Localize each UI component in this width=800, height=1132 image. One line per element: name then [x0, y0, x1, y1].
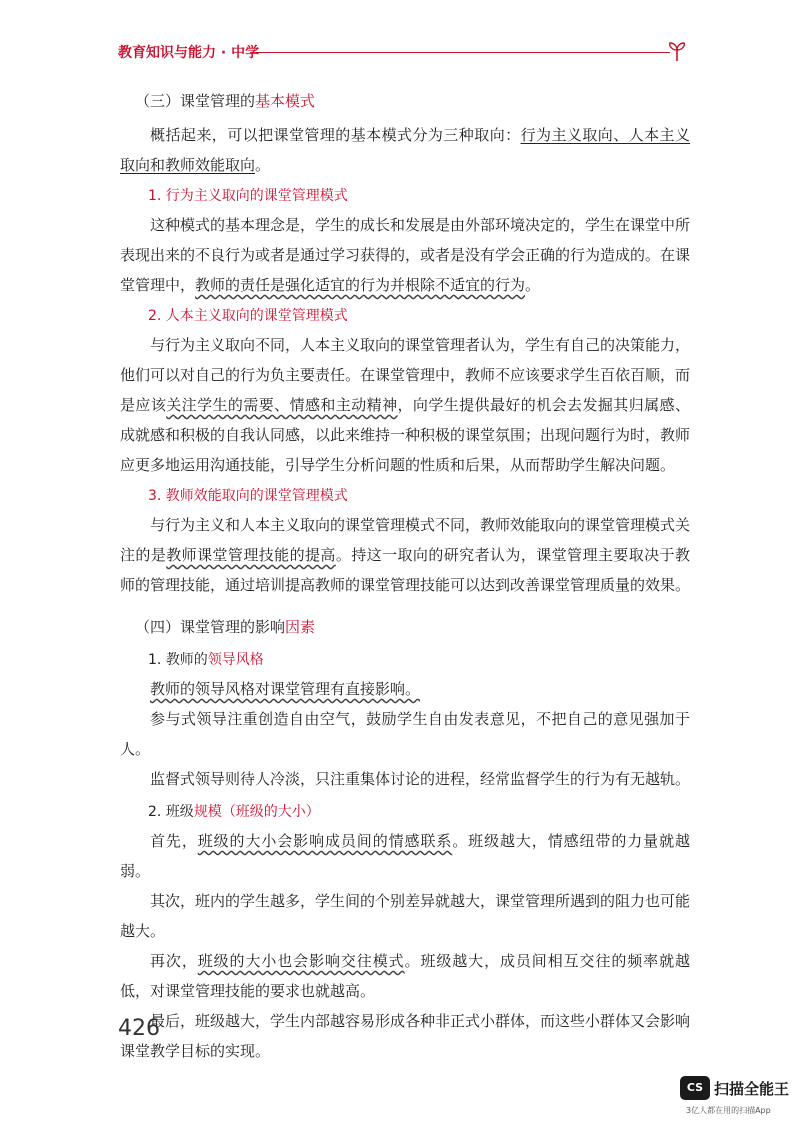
para-emphasis: 教师的责任是强化适宜的行为并根除不适宜的行为	[195, 276, 526, 294]
heading-number: （四）	[135, 618, 181, 636]
sub-title-note: （班级的大小）	[221, 804, 320, 820]
sub-title: 教师的	[165, 652, 208, 668]
sub-heading-class-size	[120, 798, 690, 826]
header-rule	[250, 52, 670, 53]
class-size-para-2: 其次，班内的学生越多，学生间的个别差异就越大，课堂管理所遇到的阻力也可能越大。	[120, 892, 691, 940]
paragraph-behaviorism	[120, 210, 690, 300]
para-end: 。班级越大，情感纽带的力量就越弱。	[120, 832, 690, 880]
leadership-key-point: 教师的领导风格对课堂管理有直接影响。	[150, 680, 421, 698]
heading-text: 课堂管理的影响	[180, 618, 286, 636]
scanner-tagline: 3亿人都在用的扫描App	[686, 1106, 771, 1115]
sub-heading-humanism: 2. 人本主义取向的课堂管理模式	[148, 308, 348, 324]
para-text: 与行为主义取向不同，人本主义取向的课堂管理者认为，学生有自己的决策能力，他们可以对自己的行为负主要责任。在课堂管理中，教师不应该要求学生百依百顺，而是应该	[120, 336, 691, 414]
sub-title: 班级	[165, 804, 194, 820]
heading-text: 课堂管理的	[180, 92, 256, 110]
sub-heading-teacher-efficacy: 3. 教师效能取向的课堂管理模式	[148, 488, 348, 504]
para-emphasis: 班级的大小会影响成员间的情感联系	[197, 832, 453, 850]
sub-title-highlight: 规模	[193, 804, 222, 820]
heading-highlight: 因素	[285, 618, 316, 636]
para-text: 与行为主义和人本主义取向的课堂管理模式不同，教师效能取向的课堂管理模式关注的是	[120, 516, 691, 564]
page-number: 426	[118, 1016, 160, 1041]
sub-title-highlight: 领导风格	[207, 652, 264, 668]
sprout-icon	[666, 40, 688, 62]
class-size-para-1	[120, 826, 690, 886]
leadership-line-2: 参与式领导注重创造自由空气，鼓励学生自由发表意见，不把自己的意见强加于人。	[120, 710, 690, 758]
sub-heading-behaviorism: 1. 行为主义取向的课堂管理模式	[148, 188, 348, 204]
intro-end: 。	[255, 156, 271, 174]
paragraph-teacher-efficacy	[120, 510, 690, 600]
para-text: 再次，	[150, 952, 198, 970]
sub-number: 2.	[148, 804, 166, 820]
para-end: 。班级越大，成员间相互交往的频率就越低，对课堂管理技能的要求也就越高。	[120, 952, 690, 1000]
leadership-line-1	[120, 674, 690, 704]
heading-highlight: 基本模式	[255, 92, 316, 110]
sub-number: 1.	[148, 652, 166, 668]
class-size-para-3	[120, 946, 690, 1006]
scanner-watermark	[680, 1076, 790, 1122]
section-3-intro	[120, 120, 690, 180]
para-end: 。	[525, 276, 541, 294]
intro-emphasis: 行为主义取向、人本主义取向和教师效能取向	[120, 126, 690, 174]
camscanner-logo-icon: CS	[680, 1076, 710, 1100]
page-body	[120, 80, 690, 1066]
sub-heading-leadership	[120, 646, 690, 674]
leadership-line-3: 监督式领导则待人冷淡，只注重集体讨论的进程，经常监督学生的行为有无越轨。	[150, 770, 691, 788]
running-header	[118, 40, 688, 64]
section-3-heading	[120, 86, 690, 116]
para-emphasis: 教师课堂管理技能的提高	[166, 546, 336, 564]
para-end: ，向学生提供最好的机会去发掘其归属感、成就感和积极的自我认同感，以此来维持一种积极的课堂氛围；出现问题行为时，教师应更多地运用沟通技能，引导学生分析问题的性质和后果，从而帮助学生解决问题。	[120, 396, 691, 474]
para-end: 。持这一取向的研究者认为，课堂管理主要取决于教师的管理技能，通过培训提高教师的课堂管理技能可以达到改善课堂管理质量的效果。	[120, 546, 691, 594]
class-size-para-4: 最后，班级越大，学生内部越容易形成各种非正式小群体，而这些小群体又会影响课堂教学目标的实现。	[120, 1012, 691, 1060]
header-title: 教育知识与能力 · 中学	[118, 45, 260, 61]
para-text: 这种模式的基本理念是，学生的成长和发展是由外部环境决定的，学生在课堂中所表现出来的不良行为或者是通过学习获得的，或者是没有学会正确的行为造成的。在课堂管理中，	[120, 216, 691, 294]
para-text: 首先，	[150, 832, 198, 850]
section-4-heading	[120, 612, 690, 642]
para-emphasis: 关注学生的需要、情感和主动精神	[166, 396, 398, 414]
para-emphasis: 班级的大小也会影响交往模式	[197, 952, 405, 970]
scanner-app-name: 扫描全能王	[714, 1080, 790, 1098]
heading-number: （三）	[135, 92, 181, 110]
intro-text: 概括起来，可以把课堂管理的基本模式分为三种取向：	[150, 126, 521, 144]
paragraph-humanism	[120, 330, 690, 480]
